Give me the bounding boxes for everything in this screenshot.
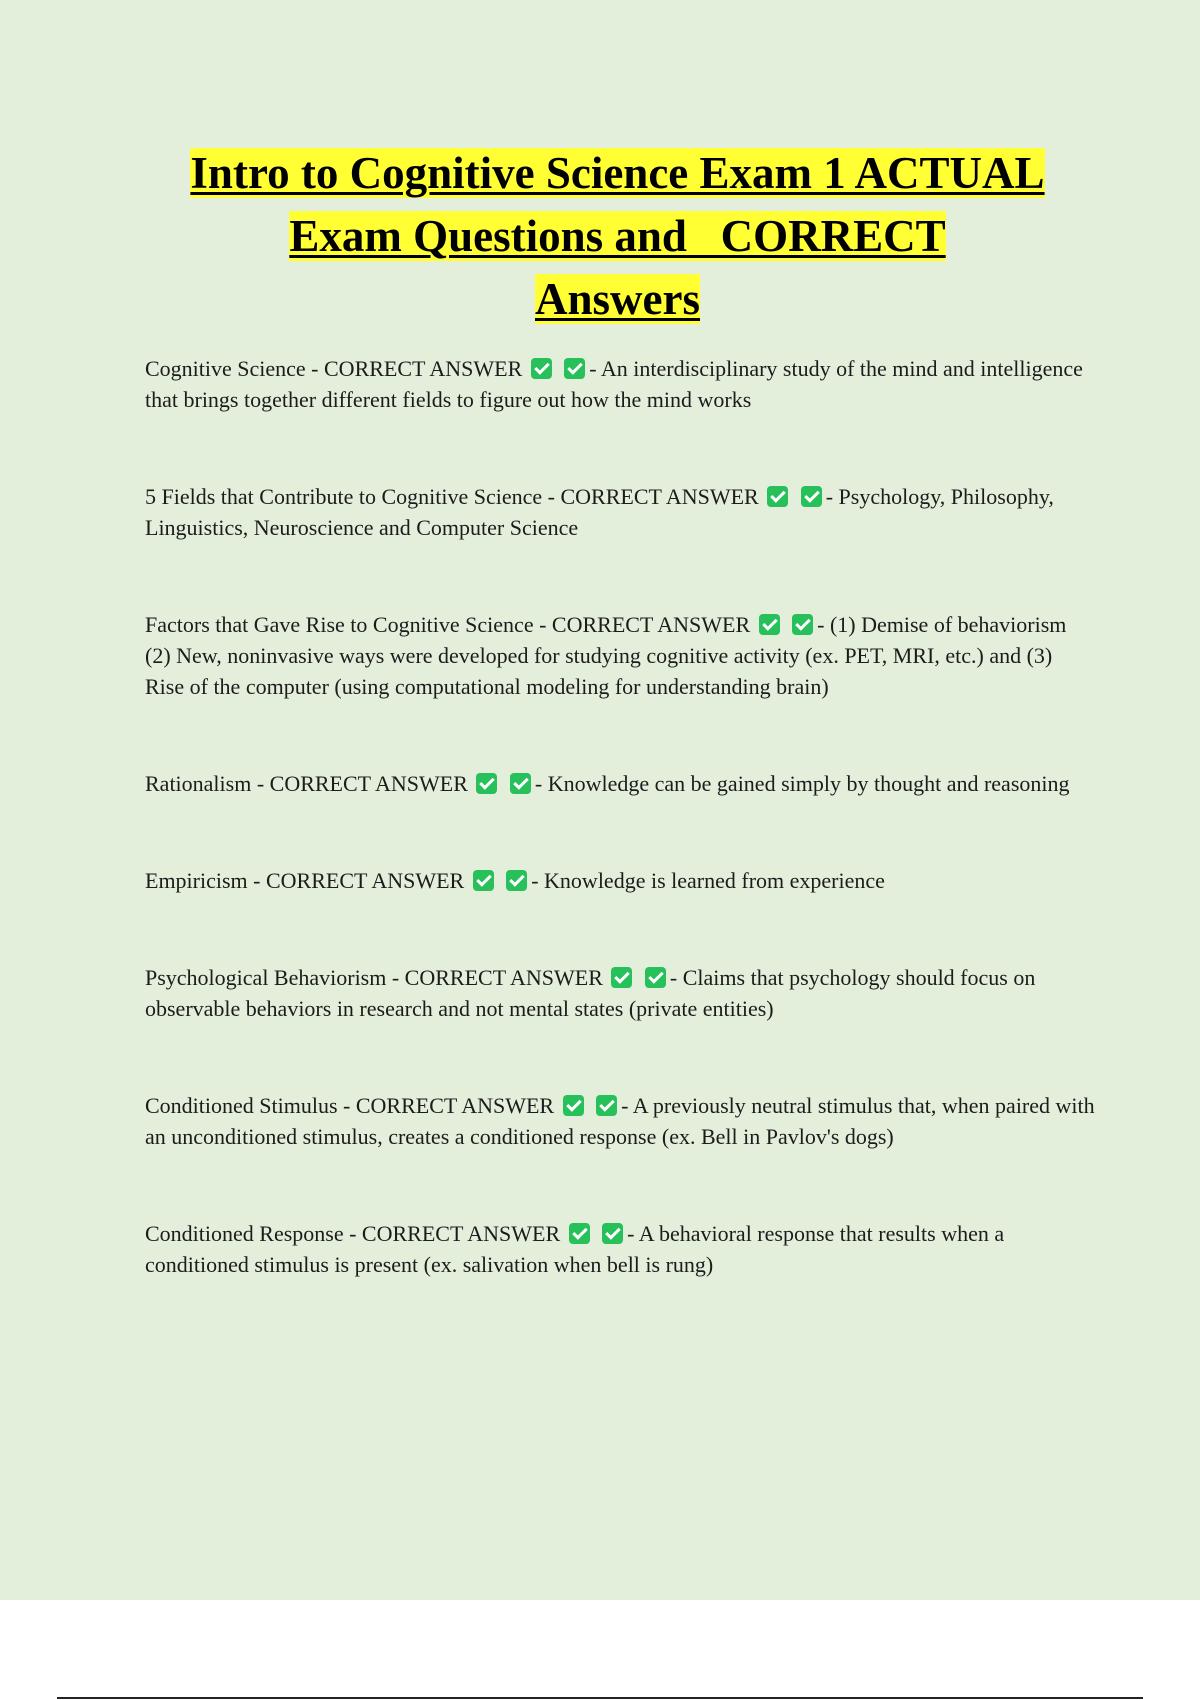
title-line-2: Exam Questions and CORRECT bbox=[289, 211, 946, 261]
check-box-icon bbox=[611, 967, 632, 988]
check-box-icon bbox=[801, 486, 822, 507]
check-box-icon bbox=[564, 358, 585, 379]
entry-definition: - Knowledge is learned from experience bbox=[531, 868, 885, 893]
check-box-icon bbox=[596, 1095, 617, 1116]
check-box-icon bbox=[510, 773, 531, 794]
qa-entry bbox=[145, 353, 1095, 415]
entry-definition: - A behavioral response that results when a conditioned stimulus is present (ex. salivation when bell is rung) bbox=[145, 1221, 1005, 1277]
check-box-icon bbox=[506, 870, 527, 891]
check-box-icon bbox=[759, 614, 780, 635]
entry-term: Rationalism - CORRECT ANSWER bbox=[145, 771, 468, 796]
check-box-icon bbox=[792, 614, 813, 635]
title-line-3: Answers bbox=[535, 274, 700, 324]
check-box-icon bbox=[569, 1223, 590, 1244]
entry-term: Cognitive Science - CORRECT ANSWER bbox=[145, 356, 523, 381]
qa-entry bbox=[145, 609, 1095, 702]
entry-definition: - An interdisciplinary study of the mind and intelligence that brings together different fields to figure out how the mind works bbox=[145, 356, 1083, 412]
footer-divider bbox=[57, 1697, 1143, 1699]
entry-term: 5 Fields that Contribute to Cognitive Science - CORRECT ANSWER bbox=[145, 484, 759, 509]
check-box-icon bbox=[476, 773, 497, 794]
check-box-icon bbox=[473, 870, 494, 891]
entry-term: Factors that Gave Rise to Cognitive Science - CORRECT ANSWER bbox=[145, 612, 751, 637]
qa-entry bbox=[145, 1218, 1095, 1280]
entry-term: Conditioned Stimulus - CORRECT ANSWER bbox=[145, 1093, 555, 1118]
entry-definition: - Knowledge can be gained simply by thought and reasoning bbox=[534, 771, 1070, 796]
check-box-icon bbox=[531, 358, 552, 379]
qa-list bbox=[145, 353, 1095, 1346]
title-line-1: Intro to Cognitive Science Exam 1 ACTUAL bbox=[190, 148, 1045, 198]
entry-definition: - (1) Demise of behaviorism (2) New, noninvasive ways were developed for studying cognitive activity (ex. PET, MRI, etc.) and (3) Rise of the computer (using computational modeling for understanding brain) bbox=[145, 612, 1067, 699]
qa-entry bbox=[145, 962, 1095, 1024]
page-title bbox=[140, 142, 1095, 331]
entry-definition: - Psychology, Philosophy, Linguistics, Neuroscience and Computer Science bbox=[145, 484, 1054, 540]
qa-entry bbox=[145, 481, 1095, 543]
check-box-icon bbox=[645, 967, 666, 988]
check-box-icon bbox=[767, 486, 788, 507]
check-box-icon bbox=[602, 1223, 623, 1244]
check-box-icon bbox=[563, 1095, 584, 1116]
entry-term: Empiricism - CORRECT ANSWER bbox=[145, 868, 465, 893]
entry-definition: - A previously neutral stimulus that, when paired with an unconditioned stimulus, creates a conditioned response (ex. Bell in Pavlov's dogs) bbox=[145, 1093, 1095, 1149]
qa-entry bbox=[145, 768, 1095, 799]
qa-entry bbox=[145, 1090, 1095, 1152]
entry-term: Psychological Behaviorism - CORRECT ANSWER bbox=[145, 965, 603, 990]
entry-definition: - Claims that psychology should focus on observable behaviors in research and not mental states (private entities) bbox=[145, 965, 1036, 1021]
entry-term: Conditioned Response - CORRECT ANSWER bbox=[145, 1221, 561, 1246]
qa-entry bbox=[145, 865, 1095, 896]
